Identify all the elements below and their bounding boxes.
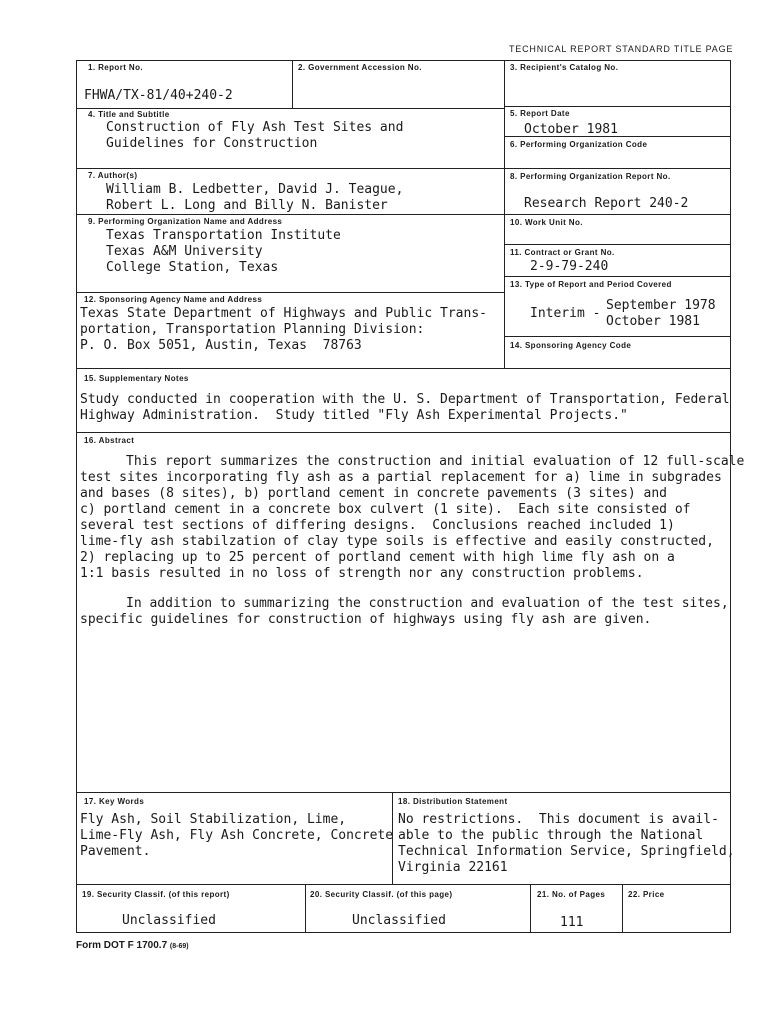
abstract-p1-line-6: lime-fly ash stabilzation of clay type soils is effective and easily constructed, (80, 534, 714, 549)
abstract-p1-line-1: This report summarizes the construction and initial evaluation of 12 full-scale (126, 454, 745, 469)
left-divider-3 (76, 214, 504, 215)
report-type-prefix: Interim - (530, 306, 601, 321)
left-divider-2 (76, 168, 504, 169)
frame-bottom (76, 932, 731, 933)
frame-top (76, 60, 731, 61)
abstract-p1-line-5: several test sections of differing designs. Conclusions reached included 1) (80, 518, 675, 533)
perf-org-report-label: 8. Performing Organization Report No. (510, 172, 671, 181)
frame-left (76, 60, 77, 932)
report-no-label: 1. Report No. (88, 63, 143, 72)
report-no-value: FHWA/TX-81/40+240-2 (84, 88, 233, 103)
distribution-line-2: able to the public through the National (398, 828, 704, 843)
authors-line-2: Robert L. Long and Billy N. Banister (106, 198, 388, 213)
security-page-value: Unclassified (352, 913, 446, 928)
sponsor-code-label: 14. Sponsoring Agency Code (510, 341, 632, 350)
left-divider-4 (76, 292, 504, 293)
report-period-to: October 1981 (606, 314, 700, 329)
abstract-p1-line-4: c) portland cement in a concrete box culvert (1 site). Each site consisted of (80, 502, 691, 517)
gov-accession-label: 2. Government Accession No. (298, 63, 422, 72)
perf-org-name-line-1: Texas Transportation Institute (106, 228, 341, 243)
abstract-p2-line-2: specific guidelines for construction of highways using fly ash are given. (80, 612, 652, 627)
sponsor-line-1: Texas State Department of Highways and Public Trans- (80, 306, 487, 321)
pages-value: 111 (560, 915, 584, 930)
distribution-line-4: Virginia 22161 (398, 860, 508, 875)
security-report-label: 19. Security Classif. (of this report) (82, 890, 230, 899)
left-divider-1 (76, 108, 504, 109)
perf-org-report-value: Research Report 240-2 (524, 196, 689, 211)
form-id (76, 940, 189, 951)
perf-org-name-line-3: College Station, Texas (106, 260, 279, 275)
form-id-rev: (8-69) (169, 943, 189, 950)
key-words-label: 17. Key Words (84, 797, 145, 806)
security-divider-1 (305, 884, 306, 932)
title-label: 4. Title and Subtitle (88, 110, 170, 119)
right-divider-5 (504, 244, 730, 245)
report-date-label: 5. Report Date (510, 109, 570, 118)
right-divider-6 (504, 276, 730, 277)
security-report-value: Unclassified (122, 913, 216, 928)
catalog-no-label: 3. Recipient's Catalog No. (510, 63, 619, 72)
distribution-line-1: No restrictions. This document is avail- (398, 812, 719, 827)
report-period-from: September 1978 (606, 298, 716, 313)
title-line-2: Guidelines for Construction (106, 136, 318, 151)
perf-org-code-label: 6. Performing Organization Code (510, 140, 648, 149)
abstract-label: 16. Abstract (84, 436, 135, 445)
abstract-p1-line-8: 1:1 basis resulted in no loss of strength nor any construction problems. (80, 566, 644, 581)
security-page-label: 20. Security Classif. (of this page) (310, 890, 453, 899)
supp-notes-line-1: Study conducted in cooperation with the U. S. Department of Transportation, Federal (80, 392, 730, 407)
sponsor-line-3: P. O. Box 5051, Austin, Texas 78763 (80, 338, 362, 353)
abstract-p1-line-2: test sites incorporating fly ash as a partial replacement for a) lime in subgrades (80, 470, 722, 485)
divider-abstract (76, 432, 731, 433)
right-divider-7 (504, 336, 730, 337)
security-divider-3 (622, 884, 623, 932)
supp-notes-line-2: Highway Administration. Study titled "Fly Ash Experimental Projects." (80, 408, 628, 423)
pages-label: 21. No. of Pages (537, 890, 606, 899)
form-header-title: TECHNICAL REPORT STANDARD TITLE PAGE (509, 44, 734, 54)
authors-line-1: William B. Ledbetter, David J. Teague, (106, 182, 404, 197)
abstract-p1-line-3: and bases (8 sites), b) portland cement in concrete pavements (3 sites) and (80, 486, 667, 501)
form-id-main: Form DOT F 1700.7 (76, 940, 168, 951)
divider-security (76, 884, 731, 885)
key-words-line-2: Lime-Fly Ash, Fly Ash Concrete, Concrete (80, 828, 394, 843)
perf-org-name-line-2: Texas A&M University (106, 244, 263, 259)
sponsor-label: 12. Sponsoring Agency Name and Address (84, 295, 263, 304)
right-divider-1 (504, 106, 730, 107)
perf-org-name-label: 9. Performing Organization Name and Address (88, 217, 283, 226)
supp-notes-label: 15. Supplementary Notes (84, 374, 189, 383)
abstract-p1-line-7: 2) replacing up to 25 percent of portland cement with high lime fly ash on a (80, 550, 675, 565)
report-type-label: 13. Type of Report and Period Covered (510, 280, 672, 289)
key-words-line-3: Pavement. (80, 844, 151, 859)
distribution-label: 18. Distribution Statement (398, 797, 508, 806)
sponsor-line-2: portation, Transportation Planning Division: (80, 322, 425, 337)
right-divider-3 (504, 168, 730, 169)
price-label: 22. Price (628, 890, 665, 899)
distribution-line-3: Technical Information Service, Springfield, (398, 844, 735, 859)
divider-keywords (76, 792, 731, 793)
title-line-1: Construction of Fly Ash Test Sites and (106, 120, 404, 135)
security-divider-2 (530, 884, 531, 932)
right-divider-4 (504, 214, 730, 215)
contract-label: 11. Contract or Grant No. (510, 248, 615, 257)
report-date-value: October 1981 (524, 122, 618, 137)
abstract-p2-line-1: In addition to summarizing the construction and evaluation of the test sites, (126, 596, 729, 611)
frame-right (730, 60, 731, 932)
work-unit-label: 10. Work Unit No. (510, 218, 583, 227)
authors-label: 7. Author(s) (88, 171, 138, 180)
divider-supp-notes (76, 368, 731, 369)
contract-value: 2-9-79-240 (530, 259, 609, 274)
key-words-line-1: Fly Ash, Soil Stabilization, Lime, (80, 812, 347, 827)
box1-2-divider (292, 60, 293, 108)
